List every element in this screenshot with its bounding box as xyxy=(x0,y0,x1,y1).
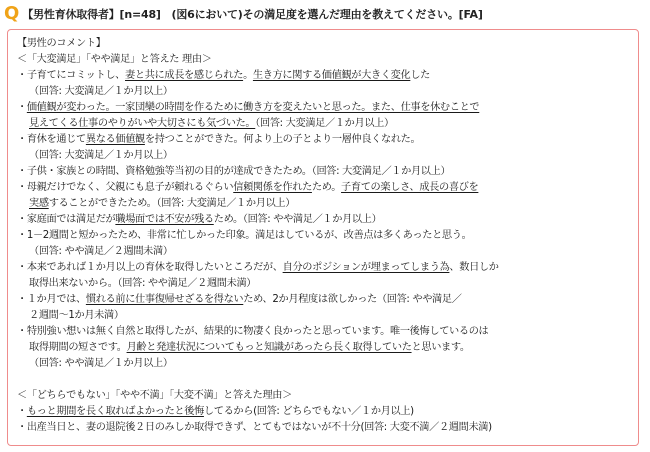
comment-line xyxy=(17,100,632,116)
underlined-phrase: 信頼関係を作れた xyxy=(233,182,312,193)
comment-text: （回答: やや満足／１か月以上） xyxy=(29,358,173,369)
comment-line xyxy=(17,148,632,164)
comment-text: ・母親だけでなく、父親にも息子が頼れるぐらい xyxy=(17,182,234,193)
comment-text: 【男性のコメント】 xyxy=(17,38,106,49)
comment-line xyxy=(17,116,632,132)
comment-text: ため。（回答: やや満足／１か月以上） xyxy=(213,214,382,225)
comment-line xyxy=(17,292,632,308)
underlined-phrase: 生き方に関する価値観が大きく変化 xyxy=(252,70,411,81)
question-q-icon: Q xyxy=(4,3,20,24)
comment-text: した xyxy=(410,70,431,81)
comment-text: ・ xyxy=(17,406,27,417)
comment-text: 、数日しか xyxy=(449,262,499,273)
comment-text: してるから(回答: どちらでもない／１か月以上) xyxy=(203,406,414,417)
comment-text: ・１か月では、 xyxy=(17,294,86,305)
comment-text: ・ xyxy=(17,102,27,113)
underlined-phrase: 見えてくる仕事のやりがいや大切さにも気づいた。 xyxy=(29,118,256,129)
comment-line xyxy=(17,52,632,68)
comment-text: 取得期間の短さです。 xyxy=(29,342,127,353)
comment-text: （回答: 大変満足／１か月以上） xyxy=(255,118,394,129)
comment-text: （回答: 大変満足／１か月以上） xyxy=(29,150,173,161)
question-text: 【男性育休取得者】[n=48] (図6において)その満足度を選んだ理由を教えてください。[FA] xyxy=(22,8,483,21)
underlined-phrase: 自分のポジションが埋まってしまう為 xyxy=(282,262,450,273)
comment-text: ・育休を通じて xyxy=(17,134,86,145)
underlined-phrase: 月齢と発達状況についてもっと知識があったら長く取得していた xyxy=(126,342,412,353)
comment-text: を持つことができた。何より上の子とより一層仲良くなれた。 xyxy=(144,134,421,145)
comment-line xyxy=(17,180,632,196)
comment-text: ・1－2週間と短かったため、非常に忙しかった印象。満足はしているが、改善点は多くあったと思う。 xyxy=(17,230,472,241)
comment-line xyxy=(17,420,632,436)
comment-text: ・子育てにコミットし、 xyxy=(17,70,126,81)
comment-text: ため。 xyxy=(311,182,342,193)
underlined-phrase: 価値観が変わった。一家団欒の時間を作るために働き方を変えたいと思った。また、仕事を休むことで xyxy=(26,102,480,113)
comment-line xyxy=(17,228,632,244)
underlined-phrase: もっと期間を長く取ればよかったと後悔 xyxy=(26,406,204,417)
underlined-phrase: 実感 xyxy=(29,198,49,209)
comment-text: ＜「大変満足」「やや満足」と答えた 理由＞ xyxy=(17,54,212,65)
comment-text: ２週間～1か月未満） xyxy=(29,310,124,321)
comment-line xyxy=(17,36,632,52)
comment-line xyxy=(17,260,632,276)
question-header xyxy=(4,2,644,26)
comment-text: （回答: やや満足／２週間未満） xyxy=(29,246,173,257)
comment-line xyxy=(17,404,632,420)
comment-text: ・本来であれば１か月以上の育休を取得したいところだが、 xyxy=(17,262,283,273)
comment-text: 。 xyxy=(243,70,253,81)
underlined-phrase: 子育ての楽しさ、成長の喜びを xyxy=(341,182,479,193)
comment-line xyxy=(17,356,632,372)
comment-line xyxy=(17,244,632,260)
comment-text: ・家庭面では満足だが xyxy=(17,214,116,225)
comment-text: ・子供・家族との時間、資格勉強等当初の目的が達成できたため。（回答: 大変満足／１か月以上） xyxy=(17,166,451,177)
comment-text: 取得出来ないから。（回答: やや満足／２週間未満） xyxy=(29,278,257,289)
comment-line xyxy=(17,388,632,404)
underlined-phrase: 職場面では不安が残る xyxy=(115,214,214,225)
comment-text: と思います。 xyxy=(411,342,470,353)
comment-line xyxy=(17,276,632,292)
comments-box xyxy=(7,29,639,446)
comment-text: ・出産当日と、妻の退院後２日のみしか取得できず、とてもではないが不十分(回答: 大変不満／２週間未満) xyxy=(17,422,492,433)
comment-line xyxy=(17,212,632,228)
comment-line xyxy=(17,340,632,356)
comment-line xyxy=(17,324,632,340)
comment-line xyxy=(17,84,632,100)
comment-text: することができたため。（回答: 大変満足／１か月以上） xyxy=(48,198,296,209)
underlined-phrase: 慣れる前に仕事復帰せざるを得ない xyxy=(85,294,244,305)
comment-line xyxy=(17,196,632,212)
comment-line xyxy=(17,68,632,84)
comment-text: （回答: 大変満足／１か月以上） xyxy=(29,86,173,97)
underlined-phrase: 妻と共に成長を感じられた xyxy=(125,70,244,81)
comment-line xyxy=(17,132,632,148)
comment-text: ため、2か月程度は欲しかった（回答: やや満足／ xyxy=(243,294,462,305)
underlined-phrase: 異なる価値観 xyxy=(85,134,145,145)
comment-line xyxy=(17,308,632,324)
comment-line xyxy=(17,164,632,180)
comment-text: ・特別強い想いは無く自然と取得したが、結果的に物凄く良かったと思っています。唯一後悔しているのは xyxy=(17,326,489,337)
comment-text: ＜「どちらでもない」「やや不満」「大変不満」と答えた理由＞ xyxy=(17,390,292,401)
